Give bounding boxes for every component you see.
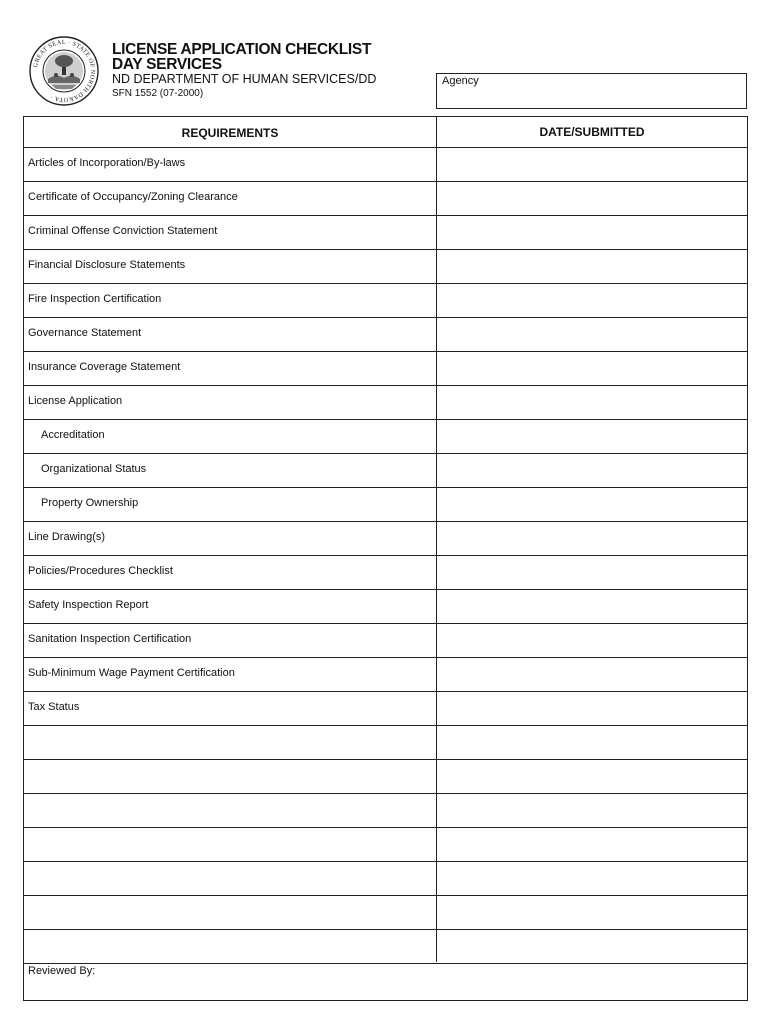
table-row <box>24 624 747 658</box>
date-submitted-cell[interactable] <box>437 318 747 351</box>
date-submitted-cell[interactable] <box>437 148 747 181</box>
table-row <box>24 148 747 182</box>
table-row <box>24 318 747 352</box>
requirement-label: Organizational Status <box>41 463 147 475</box>
table-row <box>24 896 747 930</box>
agency-field[interactable] <box>436 73 747 109</box>
requirement-label: Property Ownership <box>41 497 139 509</box>
table-row <box>24 590 747 624</box>
requirement-label: Tax Status <box>28 701 80 713</box>
table-row <box>24 454 747 488</box>
table-row <box>24 828 747 862</box>
requirement-label: Insurance Coverage Statement <box>28 361 181 373</box>
form-number: SFN 1552 (07-2000) <box>112 88 204 99</box>
requirement-label: Criminal Offense Conviction Statement <box>28 225 218 237</box>
department-name: ND DEPARTMENT OF HUMAN SERVICES/DD <box>112 72 377 86</box>
requirement-label: Accreditation <box>41 429 105 441</box>
requirement-label: Articles of Incorporation/By-laws <box>28 157 186 169</box>
requirement-label: Sanitation Inspection Certification <box>28 633 192 645</box>
date-submitted-cell[interactable] <box>437 896 747 929</box>
date-submitted-cell[interactable] <box>437 420 747 453</box>
table-row <box>24 216 747 250</box>
table-row <box>24 250 747 284</box>
date-submitted-cell[interactable] <box>437 726 747 759</box>
date-submitted-cell[interactable] <box>437 828 747 861</box>
table-row <box>24 182 747 216</box>
form-title: LICENSE APPLICATION CHECKLIST <box>112 41 372 58</box>
table-row <box>24 930 747 964</box>
date-submitted-cell[interactable] <box>437 590 747 623</box>
date-submitted-cell[interactable] <box>437 794 747 827</box>
date-submitted-cell[interactable] <box>437 386 747 419</box>
requirement-label: Financial Disclosure Statements <box>28 259 186 271</box>
date-submitted-cell[interactable] <box>437 692 747 725</box>
table-row <box>24 556 747 590</box>
requirement-label: Fire Inspection Certification <box>28 293 162 305</box>
date-submitted-cell[interactable] <box>437 624 747 657</box>
table-row <box>24 658 747 692</box>
table-row <box>24 386 747 420</box>
table-row <box>24 726 747 760</box>
date-submitted-cell[interactable] <box>437 182 747 215</box>
requirement-label: Governance Statement <box>28 327 142 339</box>
table-row <box>24 692 747 726</box>
checklist-table <box>23 116 748 1001</box>
requirement-label: Policies/Procedures Checklist <box>28 565 173 577</box>
date-submitted-cell[interactable] <box>437 862 747 895</box>
date-submitted-cell[interactable] <box>437 522 747 555</box>
date-submitted-cell[interactable] <box>437 352 747 385</box>
table-row <box>24 760 747 794</box>
date-submitted-column-header: DATE/SUBMITTED <box>539 125 645 139</box>
date-submitted-cell[interactable] <box>437 454 747 487</box>
form-subtitle: DAY SERVICES <box>112 56 222 73</box>
date-submitted-cell[interactable] <box>437 658 747 691</box>
date-submitted-cell[interactable] <box>437 216 747 249</box>
table-row <box>24 352 747 386</box>
requirement-label: Line Drawing(s) <box>28 531 106 543</box>
date-submitted-cell[interactable] <box>437 284 747 317</box>
table-header-row <box>24 117 747 148</box>
requirement-label: License Application <box>28 395 123 407</box>
date-submitted-cell[interactable] <box>437 250 747 283</box>
table-row <box>24 522 747 556</box>
date-submitted-cell[interactable] <box>437 488 747 521</box>
table-row <box>24 420 747 454</box>
table-row <box>24 284 747 318</box>
requirements-column-header: REQUIREMENTS <box>181 126 279 140</box>
requirement-label: Sub-Minimum Wage Payment Certification <box>28 667 235 679</box>
date-submitted-cell[interactable] <box>437 760 747 793</box>
requirement-label: Safety Inspection Report <box>28 599 149 611</box>
svg-text:GREAT SEAL · STATE OF NORTH DA: GREAT SEAL · STATE OF NORTH DAKOTA · <box>32 38 97 104</box>
table-row <box>24 488 747 522</box>
requirement-label: Certificate of Occupancy/Zoning Clearance <box>28 191 238 203</box>
table-row <box>24 794 747 828</box>
agency-label: Agency <box>442 75 479 87</box>
table-row <box>24 862 747 896</box>
state-seal-logo <box>28 35 100 107</box>
date-submitted-cell[interactable] <box>437 930 747 963</box>
date-submitted-cell[interactable] <box>437 556 747 589</box>
reviewed-by-label: Reviewed By: <box>28 965 96 977</box>
